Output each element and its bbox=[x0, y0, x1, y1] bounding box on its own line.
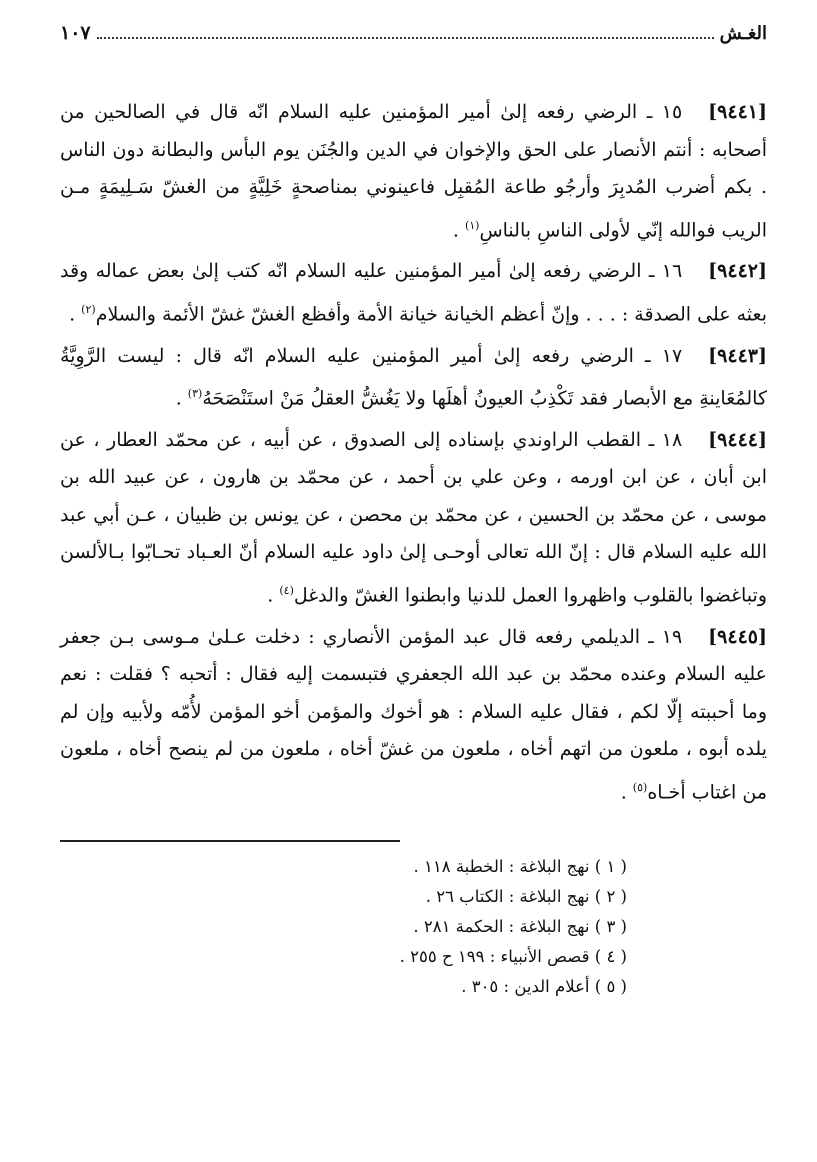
footnote: ( ٣ ) نهج البلاغة : الحكمة ٢٨١ . bbox=[413, 916, 627, 936]
running-header bbox=[60, 22, 767, 54]
footnote-mark[interactable]: (١) bbox=[464, 218, 480, 232]
leader-dots bbox=[97, 37, 714, 39]
hadith-entry bbox=[60, 338, 767, 418]
entry-number: [٩٤٤٤] bbox=[708, 428, 767, 451]
entry-number: [٩٤٤١] bbox=[708, 101, 767, 123]
footnote-mark[interactable]: (٥) bbox=[632, 780, 648, 794]
entry-text: ١٦ ـ الرضي رفعه إلىٰ أمير المؤمنين عليه السلام انّه كتب إلىٰ بعض عماله وقد بعثه على الصدقة : . . . وإنّ أعظم الخيانة خيانة الأمة وأفظع الغشّ غشّ الأئمة والسلام bbox=[60, 260, 767, 326]
footnote: ( ٥ ) أعلام الدين : ٣٠٥ . bbox=[461, 976, 627, 996]
entry-number: [٩٤٤٢] bbox=[708, 260, 767, 283]
entry-end: . bbox=[69, 303, 82, 326]
hadith-entry bbox=[60, 619, 767, 812]
page-number: ١٠٧ bbox=[60, 22, 91, 44]
entry-number: [٩٤٤٣] bbox=[708, 344, 767, 367]
entry-end: . bbox=[267, 584, 280, 607]
entry-text: ١٨ ـ القطب الراوندي بإسناده إلى الصدوق ، عن أبيه ، عن محمّد العطار ، عن ابن أبان ، عن ابن اورمه ، وعن علي بن أحمد ، عن محمّد بن هارون ، عن عبيد الله بن موسى ، عن محمّد بن الحسين ، عن محمّد بن محصن ، عن يونس بن ظبيان ، عـن أبي عبد الله عليه السلام قال : إنّ الله تعالى أوحـى إلىٰ داود عليه السلام أنّ العـباد تحـابّوا بـالألسن وتباغضوا بالقلوب واظهروا العمل للدنيا وابطنوا الغشّ والدغل bbox=[60, 428, 767, 607]
entry-end: . bbox=[175, 387, 188, 410]
entry-end: . bbox=[452, 218, 465, 241]
footnote-mark[interactable]: (٣) bbox=[187, 387, 203, 401]
entry-number: [٩٤٤٥] bbox=[708, 625, 767, 648]
footnote-mark[interactable]: (٤) bbox=[279, 583, 294, 597]
entry-text: ١٩ ـ الديلمي رفعه قال عبد المؤمن الأنصاري : دخلت عـلىٰ مـوسى بـن جعفر عليه السلام وعنده محمّد بن عبد الله الجعفري فتبسمت إليه فقال : أتحبه ؟ فقلت : نعم وما أحببته إلّا لكم ، فقال عليه السلام : هو أخوك والمؤمن أخو المؤمن لأُمّه ولأبيه وإن لم يلده أبوه ، ملعون من اتهم أخاه ، ملعون من غشّ أخاه ، ملعون من لم ينصح أخاه ، ملعون من اغتاب أخـاه bbox=[60, 625, 767, 804]
footnotes bbox=[60, 852, 767, 1002]
footnote-mark[interactable]: (٢) bbox=[81, 302, 96, 316]
footnote: ( ٢ ) نهج البلاغة : الكتاب ٢٦ . bbox=[425, 886, 627, 906]
footnote-separator bbox=[60, 840, 400, 842]
entry-end: . bbox=[620, 781, 633, 804]
footnote: ( ١ ) نهج البلاغة : الخطبة ١١٨ . bbox=[413, 856, 627, 876]
entry-text: ١٧ ـ الرضي رفعه إلىٰ أمير المؤمنين عليه السلام انّه قال : ليست الرَّوِيَّةُ كالمُعَاينةِ مع الأبصار فقد تَكْذِبُ العيونُ أهلَها ولا يَغُشُّ العقلُ مَنْ استَنْصَحَهُ bbox=[60, 344, 767, 410]
hadith-entry bbox=[60, 253, 767, 333]
chapter-title: الغـش bbox=[719, 23, 767, 44]
footnote: ( ٤ ) قصص الأنبياء : ١٩٩ ح ٢٥٥ . bbox=[399, 946, 627, 966]
hadith-entries bbox=[60, 94, 767, 812]
entry-text: ١٥ ـ الرضي رفعه إلىٰ أمير المؤمنين عليه السلام انّه قال في الصالحين من أصحابه : أنتم الأنصار على الحق والإخوان في الدين والجُنَن يوم البأس والبطانة دون الناس . بكم أضرب المُدبِرَ وأرجُو طاعة المُقبِل فاعينوني بمناصحةٍ خَلِيَّةٍ من الغشّ سَـلِيمَةٍ مـن الريب فوالله إنّي لأولى الناسِ بالناسِ bbox=[60, 101, 767, 241]
hadith-entry bbox=[60, 94, 767, 249]
hadith-entry bbox=[60, 422, 767, 615]
